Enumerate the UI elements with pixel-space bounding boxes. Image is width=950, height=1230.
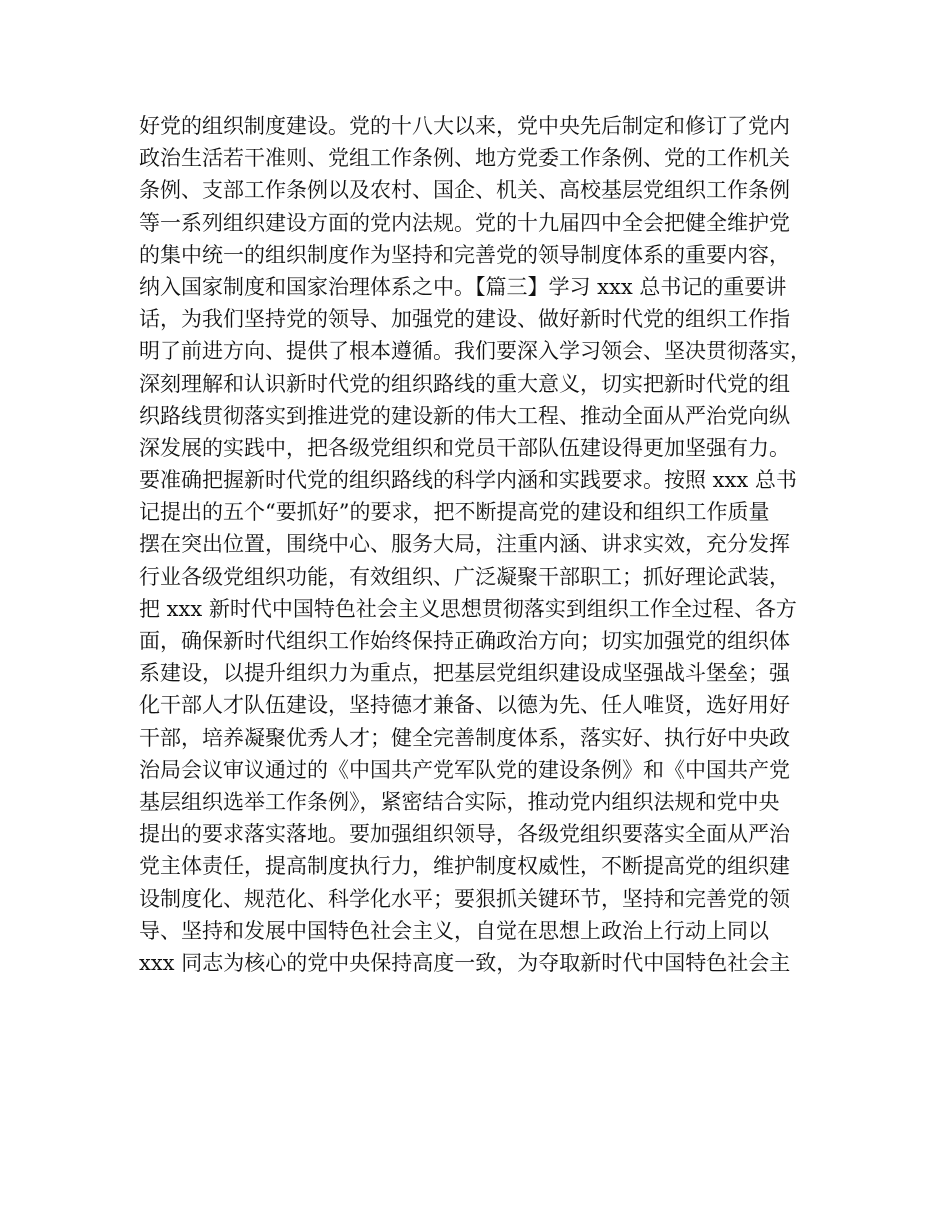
text-line: 基层组织选举工作条例》，紧密结合实际，推动党内组织法规和党中央	[139, 789, 780, 814]
text-line: 明了前进方向、提供了根本遵循。我们要深入学习领会、坚决贯彻落实，	[139, 339, 811, 364]
text-line: 深刻理解和认识新时代党的组织路线的重大意义，切实把新时代党的组	[139, 371, 790, 396]
text-line: 行业各级党组织功能，有效组织、广泛凝聚干部职工；抓好理论武装，	[139, 564, 790, 589]
text-line: 化干部人才队伍建设，坚持德才兼备、以德为先、任人唯贤，选好用好	[139, 693, 790, 718]
body-text	[139, 110, 829, 979]
text-line: 导、坚持和发展中国特色社会主义，自觉在思想上政治上行动上同以	[139, 918, 769, 943]
text-line: 好党的组织制度建设。党的十八大以来，党中央先后制定和修订了党内	[139, 114, 790, 138]
text-line: 面，确保新时代组织工作始终保持正确政治方向；切实加强党的组织体	[139, 629, 790, 653]
text-line: 条例、支部工作条例以及农村、国企、机关、高校基层党组织工作条例	[139, 178, 790, 203]
text-line: 等一系列组织建设方面的党内法规。党的十九届四中全会把健全维护党	[139, 210, 790, 235]
text-line: 深发展的实践中，把各级党组织和党员干部队伍建设得更加坚强有力。	[139, 435, 790, 460]
text-line: 织路线贯彻落实到推进党的建设新的伟大工程、推动全面从严治党向纵	[139, 403, 790, 428]
text-line: 把 xxx 新时代中国特色社会主义思想贯彻落实到组织工作全过程、各方	[139, 596, 797, 621]
text-line: 系建设，以提升组织力为重点，把基层党组织建设成坚强战斗堡垒；强	[139, 661, 790, 686]
text-line: xxx 同志为核心的党中央保持高度一致，为夺取新时代中国特色社会主	[139, 950, 791, 975]
text-line: 党主体责任，提高制度执行力，维护制度权威性，不断提高党的组织建	[139, 854, 790, 879]
text-line: 治局会议审议通过的《中国共产党军队党的建设条例》和《中国共产党	[139, 757, 790, 782]
text-line: 提出的要求落实落地。要加强组织领导，各级党组织要落实全面从严治	[139, 822, 790, 847]
text-line: 设制度化、规范化、科学化水平；要狠抓关键环节，坚持和完善党的领	[139, 886, 790, 911]
text-line: 话，为我们坚持党的领导、加强党的建设、做好新时代党的组织工作指	[139, 307, 790, 332]
text-line: 的集中统一的组织制度作为坚持和完善党的领导制度体系的重要内容，	[139, 242, 790, 267]
text-line: 纳入国家制度和国家治理体系之中。【篇三】学习 xxx 总书记的重要讲	[139, 274, 787, 299]
text-line: 要准确把握新时代党的组织路线的科学内涵和实践要求。按照 xxx 总书	[139, 468, 797, 493]
text-line: 干部，培养凝聚优秀人才；健全完善制度体系，落实好、执行好中央政	[139, 725, 790, 750]
text-line: 政治生活若干准则、党组工作条例、地方党委工作条例、党的工作机关	[139, 146, 790, 171]
text-line: 记提出的五个“要抓好”的要求，把不断提高党的建设和组织工作质量	[139, 500, 770, 525]
text-line: 摆在突出位置，围绕中心、服务大局，注重内涵、讲求实效，充分发挥	[139, 532, 790, 557]
